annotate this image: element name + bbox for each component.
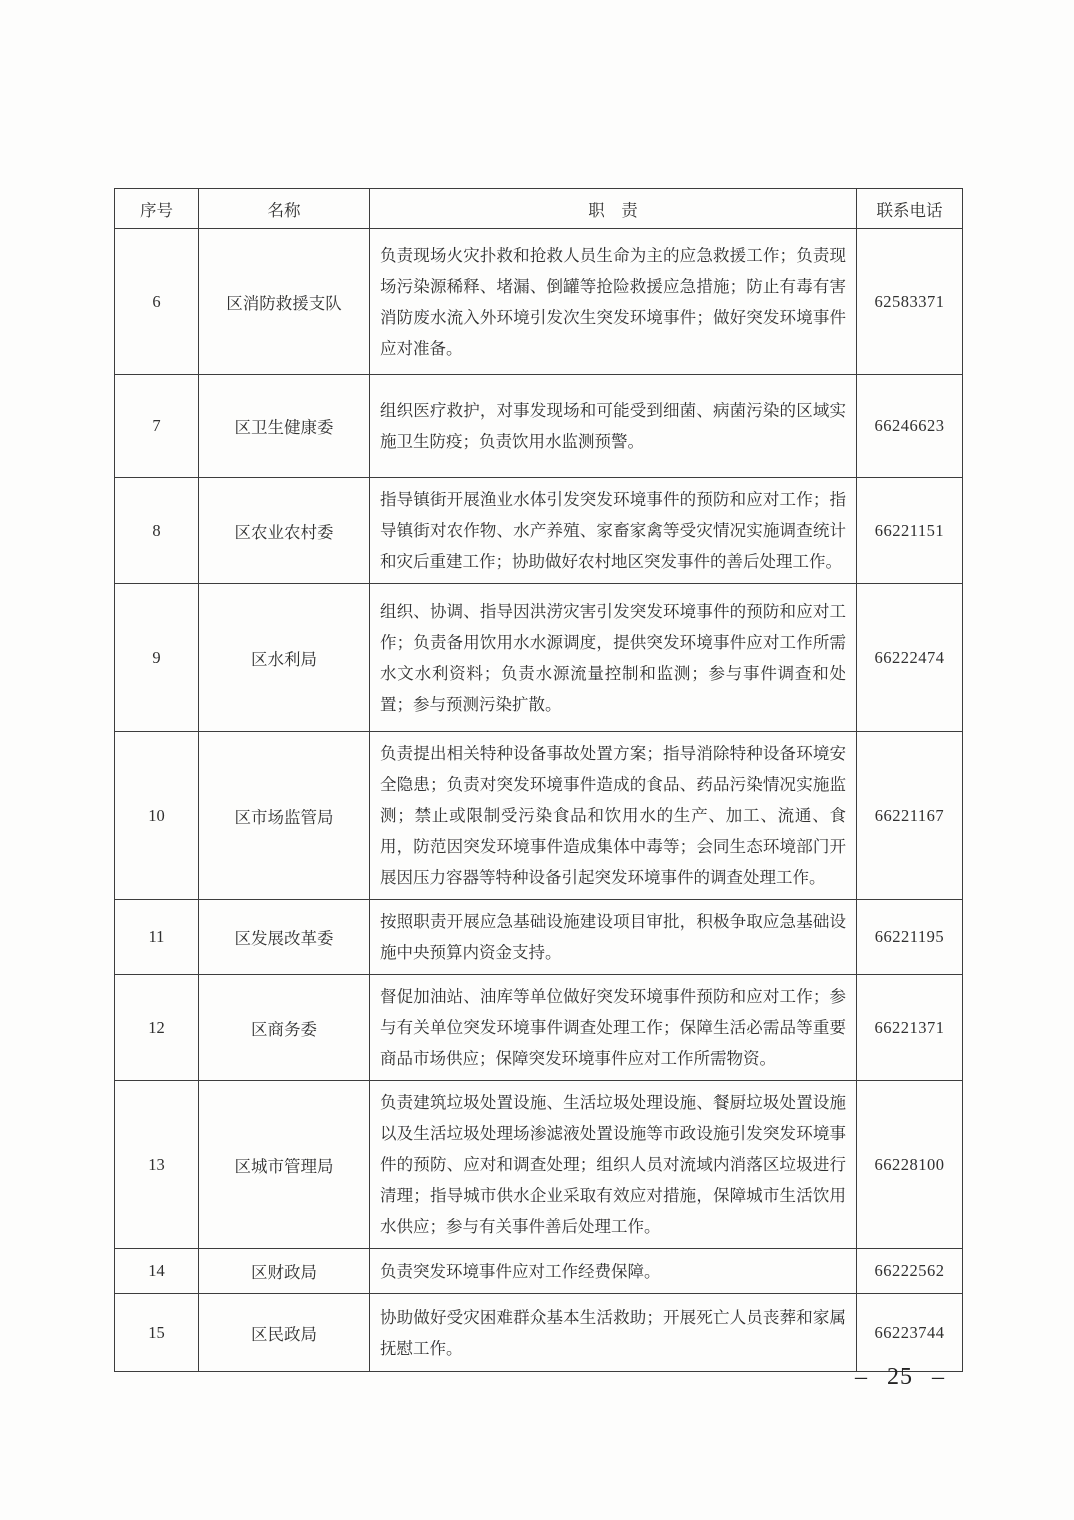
table-row [115, 732, 963, 900]
header-duty: 职 责 [370, 189, 857, 229]
table-header-row [115, 189, 963, 229]
table-row [115, 229, 963, 375]
table-row [115, 584, 963, 732]
row-no-cell: 7 [115, 375, 199, 478]
table-row [115, 900, 963, 975]
row-duty-cell: 组织、协调、指导因洪涝灾害引发突发环境事件的预防和应对工作；负责备用饮用水水源调度，提供突发环境事件应对工作所需水文水利资料；负责水源流量控制和监测；参与事件调查和处置；参与预测污染扩散。 [370, 584, 857, 732]
row-name-cell: 区水利局 [199, 584, 370, 732]
row-name-cell: 区卫生健康委 [199, 375, 370, 478]
header-phone: 联系电话 [857, 189, 963, 229]
row-phone-cell: 66228100 [857, 1081, 963, 1249]
row-name-cell: 区城市管理局 [199, 1081, 370, 1249]
row-no-cell: 14 [115, 1249, 199, 1294]
header-name: 名称 [199, 189, 370, 229]
header-serial-number: 序号 [115, 189, 199, 229]
row-duty-cell: 指导镇街开展渔业水体引发突发环境事件的预防和应对工作；指导镇街对农作物、水产养殖、家畜家禽等受灾情况实施调查统计和灾后重建工作；协助做好农村地区突发事件的善后处理工作。 [370, 478, 857, 584]
row-name-cell: 区消防救援支队 [199, 229, 370, 375]
row-no-cell: 13 [115, 1081, 199, 1249]
row-duty-cell: 负责现场火灾扑救和抢救人员生命为主的应急救援工作；负责现场污染源稀释、堵漏、倒罐等抢险救援应急措施；防止有毒有害消防废水流入外环境引发次生突发环境事件；做好突发环境事件应对准备。 [370, 229, 857, 375]
row-duty-cell: 负责提出相关特种设备事故处置方案；指导消除特种设备环境安全隐患；负责对突发环境事件造成的食品、药品污染情况实施监测；禁止或限制受污染食品和饮用水的生产、加工、流通、食用，防范因突发环境事件造成集体中毒等；会同生态环境部门开展因压力容器等特种设备引起突发环境事件的调查处理工作。 [370, 732, 857, 900]
row-phone-cell: 66221151 [857, 478, 963, 584]
row-phone-cell: 66223744 [857, 1294, 963, 1372]
row-name-cell: 区民政局 [199, 1294, 370, 1372]
row-duty-cell: 督促加油站、油库等单位做好突发环境事件预防和应对工作；参与有关单位突发环境事件调查处理工作；保障生活必需品等重要商品市场供应；保障突发环境事件应对工作所需物资。 [370, 975, 857, 1081]
row-phone-cell: 62583371 [857, 229, 963, 375]
row-phone-cell: 66222562 [857, 1249, 963, 1294]
row-no-cell: 8 [115, 478, 199, 584]
row-phone-cell: 66221371 [857, 975, 963, 1081]
row-no-cell: 15 [115, 1294, 199, 1372]
row-name-cell: 区发展改革委 [199, 900, 370, 975]
row-no-cell: 10 [115, 732, 199, 900]
row-duty-cell: 组织医疗救护，对事发现场和可能受到细菌、病菌污染的区域实施卫生防疫；负责饮用水监测预警。 [370, 375, 857, 478]
table-row [115, 375, 963, 478]
row-name-cell: 区商务委 [199, 975, 370, 1081]
row-name-cell: 区农业农村委 [199, 478, 370, 584]
row-no-cell: 11 [115, 900, 199, 975]
row-duty-cell: 负责突发环境事件应对工作经费保障。 [370, 1249, 857, 1294]
row-name-cell: 区市场监管局 [199, 732, 370, 900]
row-no-cell: 12 [115, 975, 199, 1081]
row-duty-cell: 协助做好受灾困难群众基本生活救助；开展死亡人员丧葬和家属抚慰工作。 [370, 1294, 857, 1372]
table-row [115, 1081, 963, 1249]
table-row [115, 1249, 963, 1294]
row-duty-cell: 按照职责开展应急基础设施建设项目审批，积极争取应急基础设施中央预算内资金支持。 [370, 900, 857, 975]
row-phone-cell: 66222474 [857, 584, 963, 732]
row-name-cell: 区财政局 [199, 1249, 370, 1294]
row-phone-cell: 66221167 [857, 732, 963, 900]
table-row [115, 975, 963, 1081]
row-no-cell: 9 [115, 584, 199, 732]
row-no-cell: 6 [115, 229, 199, 375]
row-duty-cell: 负责建筑垃圾处置设施、生活垃圾处理设施、餐厨垃圾处置设施以及生活垃圾处理场渗滤液处置设施等市政设施引发突发环境事件的预防、应对和调查处理；组织人员对流域内消落区垃圾进行清理；指导城市供水企业采取有效应对措施，保障城市生活饮用水供应；参与有关事件善后处理工作。 [370, 1081, 857, 1249]
responsibility-table [114, 188, 963, 1372]
row-phone-cell: 66221195 [857, 900, 963, 975]
page-number: – 25 – [855, 1364, 945, 1390]
table-row [115, 1294, 963, 1372]
row-phone-cell: 66246623 [857, 375, 963, 478]
table-row [115, 478, 963, 584]
